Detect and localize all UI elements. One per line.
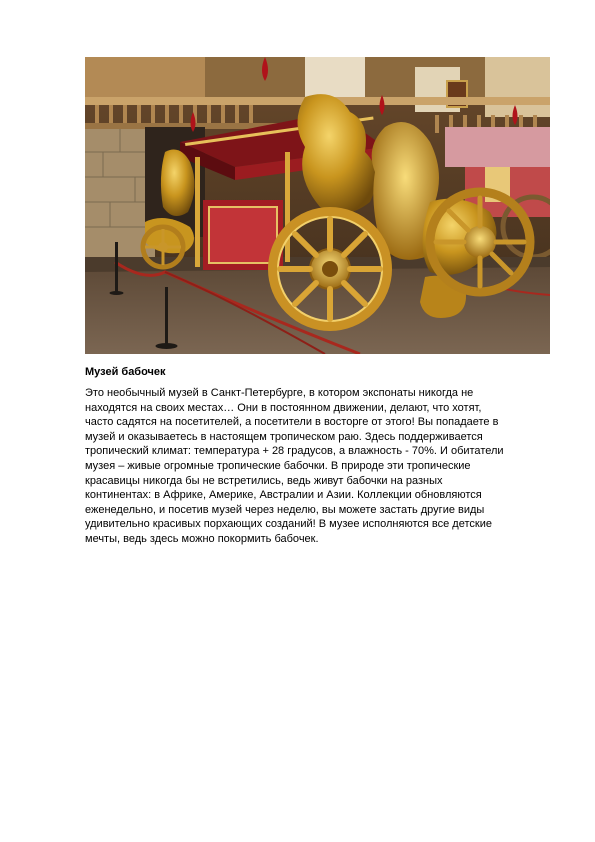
text-line: тропический климат: температура + 28 градусов, а влажность - 70%. И обитатели — [85, 445, 504, 458]
article-body — [85, 386, 525, 547]
text-line: находятся на своих местах… Они в постоянном движении, делают, что хотят, — [85, 401, 482, 414]
text-line: музей и оказываетесь в настоящем тропическом раю. Здесь поддерживается — [85, 430, 483, 443]
text-line: Это необычный музей в Санкт-Петербурге, в котором экспонаты никогда не — [85, 387, 474, 399]
text-line: удивительно красивых порхающих созданий! В музее исполняются все детские — [85, 518, 492, 531]
text-line: часто садятся на посетителей, а посетители в восторге от этого! Вы попадаете в — [85, 416, 499, 429]
text-line: музея – живые огромные тропические бабочки. В природе эти тропические — [85, 459, 471, 472]
text-line: еженедельно, и посетив музей через неделю, вы можете застать другие виды — [85, 503, 485, 516]
text-line: мечты, ведь здесь можно покормить бабочек. — [85, 532, 319, 545]
text-line: красавицы никогда бы не встретились, ведь живут бабочки на разных — [85, 474, 443, 487]
article-heading: Музей бабочек — [85, 366, 166, 378]
carriage-photo — [85, 57, 550, 354]
text-line: континентах: в Африке, Америке, Австралии и Азии. Коллекции обновляются — [85, 489, 482, 502]
